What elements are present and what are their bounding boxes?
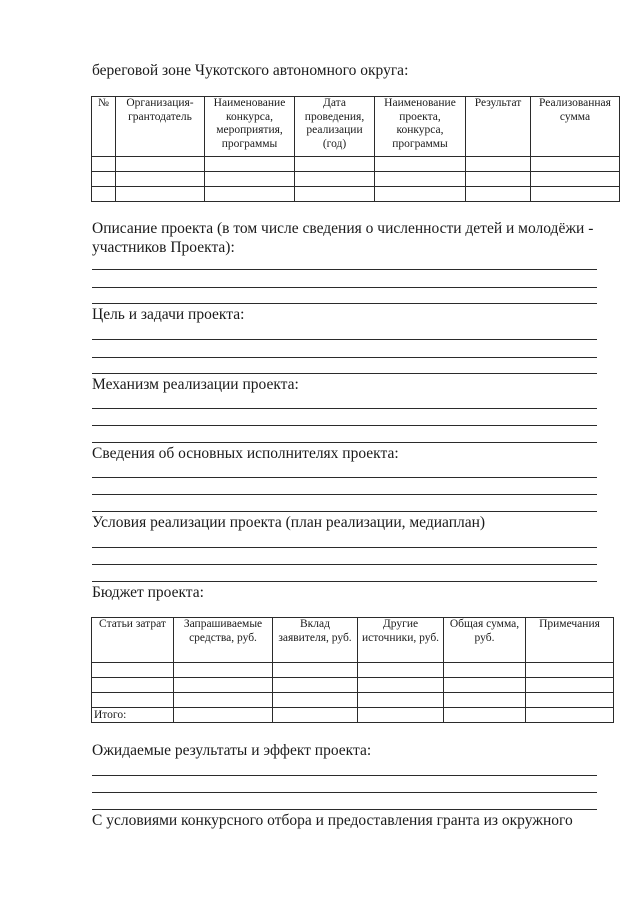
section-results: Ожидаемые результаты и эффект проекта:: [92, 742, 372, 759]
section-budget: Бюджет проекта:: [92, 584, 204, 601]
fill-line[interactable]: [92, 357, 597, 358]
fill-line[interactable]: [92, 547, 597, 548]
budget-total-row: [92, 708, 614, 723]
fill-line[interactable]: [92, 494, 597, 495]
budget-table: [91, 617, 614, 723]
grants-col-organization: Организация-грантодатель: [116, 97, 205, 157]
fill-line[interactable]: [92, 425, 597, 426]
section-mechanism: Механизм реализации проекта:: [92, 376, 299, 393]
grants-col-contest: Наименование конкурса, мероприятия, программы: [205, 97, 295, 157]
grants-col-result: Результат: [466, 97, 531, 157]
table-row: [92, 187, 620, 202]
grants-table: [91, 96, 620, 202]
budget-col-contribution: Вклад заявителя, руб.: [273, 618, 358, 663]
closing-text: С условиями конкурсного отбора и предоставления гранта из окружного: [92, 812, 573, 829]
fill-line[interactable]: [92, 287, 597, 288]
budget-col-items: Статьи затрат: [92, 618, 174, 663]
section-goals: Цель и задачи проекта:: [92, 306, 245, 323]
fill-line[interactable]: [92, 442, 597, 443]
grants-col-project: Наименование проекта, конкурса, программы: [375, 97, 466, 157]
budget-col-requested: Запрашиваемые средства, руб.: [174, 618, 273, 663]
grants-table-header: [92, 97, 620, 157]
grants-col-date: Дата проведения, реализации (год): [295, 97, 375, 157]
budget-col-total: Общая сумма, руб.: [444, 618, 526, 663]
section-description: Описание проекта (в том числе сведения о численности детей и молодёжи - участников Проекта):: [92, 220, 594, 256]
budget-col-other: Другие источники, руб.: [358, 618, 444, 663]
grants-col-number: №: [92, 97, 116, 157]
table-row: [92, 663, 614, 678]
section-conditions: Условия реализации проекта (план реализации, медиаплан): [92, 514, 486, 531]
budget-table-header: [92, 618, 614, 663]
budget-total-label: Итого:: [92, 708, 174, 723]
fill-line[interactable]: [92, 408, 597, 409]
budget-col-notes: Примечания: [526, 618, 614, 663]
fill-line[interactable]: [92, 564, 597, 565]
intro-line: береговой зоне Чукотского автономного округа:: [92, 62, 409, 79]
table-row: [92, 678, 614, 693]
fill-line[interactable]: [92, 303, 597, 304]
fill-line[interactable]: [92, 373, 597, 374]
grants-col-amount: Реализованная сумма: [531, 97, 620, 157]
fill-line[interactable]: [92, 809, 597, 810]
fill-line[interactable]: [92, 477, 597, 478]
fill-line[interactable]: [92, 581, 597, 582]
fill-line[interactable]: [92, 339, 597, 340]
fill-line[interactable]: [92, 792, 597, 793]
fill-line[interactable]: [92, 511, 597, 512]
section-executors: Сведения об основных исполнителях проекта:: [92, 445, 399, 462]
table-row: [92, 693, 614, 708]
table-row: [92, 157, 620, 172]
fill-line[interactable]: [92, 775, 597, 776]
table-row: [92, 172, 620, 187]
fill-line[interactable]: [92, 269, 597, 270]
